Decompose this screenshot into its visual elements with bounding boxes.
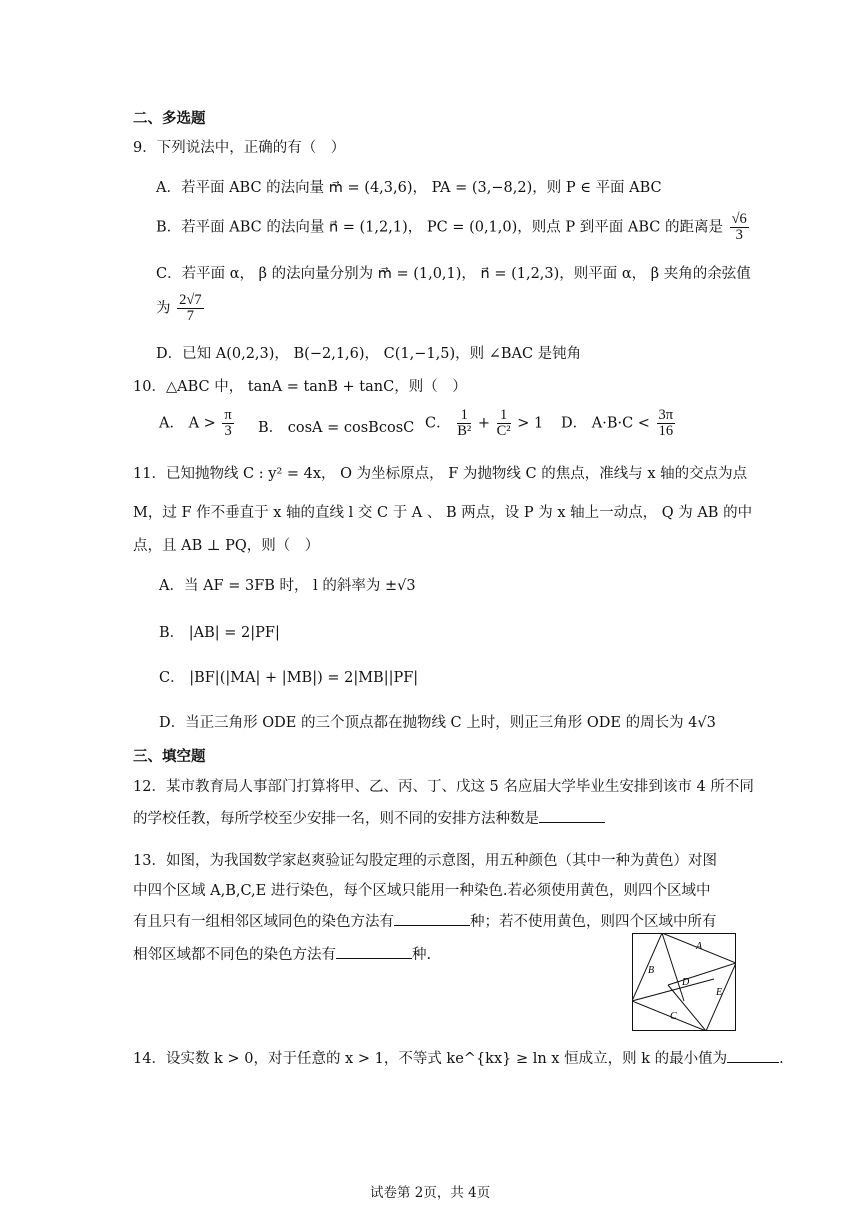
q10-c-label: C． xyxy=(425,415,451,432)
q9-option-c-line1: C．若平面 α， β 的法向量分别为 m⃗ = (1,0,1)， n⃗ = (1,2,3)，则平面 α， β 夹角的余弦值 xyxy=(156,266,751,282)
q12-line2-text: 的学校任教，每所学校至少安排一名，则不同的安排方法种数是 xyxy=(133,811,539,827)
q13-answer-blank-1[interactable] xyxy=(394,911,470,926)
q9-option-b-fraction xyxy=(730,212,749,243)
q11-option-a: A．当 AF = 3FB 时， l 的斜率为 ±√3 xyxy=(159,578,416,594)
divider-line-4 xyxy=(632,979,714,1001)
q9-option-a: A．若平面 ABC 的法向量 m⃗ = (4,3,6)， PA = (3,−8,2)，则 P ∈ 平面 ABC xyxy=(156,180,662,196)
q14-period: . xyxy=(779,1051,784,1067)
q10-c-fraction-1 xyxy=(457,408,471,439)
q10-c-numerator-1: 1 xyxy=(457,408,471,424)
q13-line3 xyxy=(133,910,717,931)
region-label-a: A xyxy=(696,941,703,952)
divider-line-2 xyxy=(668,963,736,985)
q10-d-denominator: 16 xyxy=(658,423,674,439)
q14-text: 14．设实数 k > 0，对于任意的 x > 1，不等式 ke^{kx} ≥ ln x 恒成立，则 k 的最小值为 xyxy=(133,1051,728,1067)
q13-line1: 13．如图，为我国数学家赵爽验证勾股定理的示意图，用五种颜色（其中一种为黄色）对图 xyxy=(133,853,717,869)
q9-option-c-line2 xyxy=(156,293,206,324)
q10-a-denominator: 3 xyxy=(224,423,232,439)
q11-stem-line2: M，过 F 作不垂直于 x 轴的直线 l 交 C 于 A 、 B 两点，设 P 为 x 轴上一动点， Q 为 AB 的中 xyxy=(133,505,753,521)
q13-line4-text-a: 相邻区域都不同色的染色方法有 xyxy=(133,947,336,963)
q13-line4 xyxy=(133,943,431,964)
q10-stem: 10．△ABC 中， tanA = tanB + tanC，则（ ） xyxy=(133,379,467,395)
q9-option-c-fraction xyxy=(177,293,203,324)
divider-line-3 xyxy=(668,985,706,1031)
q9-c-numerator: 2√7 xyxy=(179,292,202,308)
q10-a-fraction xyxy=(222,408,233,439)
region-label-b: B xyxy=(648,965,655,976)
q11-option-d: D．当正三角形 ODE 的三个顶点都在抛物线 C 上时，则正三角形 ODE 的周长为 4√3 xyxy=(159,715,716,731)
q10-option-b: B． cosA = cosBcosC xyxy=(258,420,415,436)
q10-c-fraction-2 xyxy=(497,408,511,439)
q12-answer-blank[interactable] xyxy=(539,808,605,823)
q12-line2 xyxy=(133,807,605,828)
q9-b-denominator: 3 xyxy=(735,227,743,243)
q9-option-d: D．已知 A(0,2,3)， B(−2,1,6)， C(1,−1,5)，则 ∠BAC 是钝角 xyxy=(156,346,582,362)
q11-stem-line1: 11．已知抛物线 C : y² = 4x， O 为坐标原点， F 为抛物线 C 的焦点，准线与 x 轴的交点为点 xyxy=(133,466,748,482)
q9-b-numerator: √6 xyxy=(731,211,747,227)
q10-a-numerator: π xyxy=(224,407,232,423)
q9-c-prefix: 为 xyxy=(156,300,171,317)
q10-c-denominator-2: C² xyxy=(496,423,511,439)
q11-stem-line3: 点，且 AB ⊥ PQ，则（ ） xyxy=(133,538,320,554)
page-footer: 试卷第 2页，共 4页 xyxy=(370,1185,491,1201)
q13-line3-text-a: 有且只有一组相邻区域同色的染色方法有 xyxy=(133,914,394,930)
q11-option-b: B． |AB| = 2|PF| xyxy=(159,625,280,641)
q13-line2: 中四个区域 A,B,C,E 进行染色，每个区域只能用一种染色.若必须使用黄色，则四个区域中 xyxy=(133,883,711,899)
q10-c-inequality: > 1 xyxy=(517,415,544,432)
section-heading-multi-choice: 二、多选题 xyxy=(133,111,206,127)
q14-answer-blank[interactable] xyxy=(727,1048,779,1063)
region-label-e: E xyxy=(716,987,723,998)
q14-line xyxy=(133,1047,784,1068)
q13-answer-blank-2[interactable] xyxy=(336,944,412,959)
q9-option-b-text: B．若平面 ABC 的法向量 n⃗ = (1,2,1)， PC = (0,1,0)，则点 P 到平面 ABC 的距离是 xyxy=(156,219,723,236)
q10-option-a xyxy=(159,408,236,439)
q10-option-c xyxy=(425,408,543,439)
zhao-shuang-diagram xyxy=(632,933,736,1031)
q10-a-text: A． A > xyxy=(159,415,216,432)
q12-line1: 12．某市教育局人事部门打算将甲、乙、丙、丁、戊这 5 名应届大学毕业生安排到该市 4 所不同 xyxy=(133,779,754,795)
q10-d-numerator: 3π xyxy=(658,407,674,423)
q10-d-fraction xyxy=(657,408,676,439)
q9-stem: 9．下列说法中，正确的有（ ） xyxy=(133,140,346,156)
q10-c-numerator-2: 1 xyxy=(497,408,511,424)
q10-c-denominator-1: B² xyxy=(457,423,472,439)
section-heading-fill-blank: 三、填空题 xyxy=(133,749,206,765)
q10-c-plus: + xyxy=(477,415,491,432)
q9-option-b xyxy=(156,212,751,243)
q10-d-text: D． A·B·C < xyxy=(561,415,650,432)
q13-line3-text-b: 种；若不使用黄色，则四个区域中所有 xyxy=(470,914,717,930)
q13-line4-text-b: 种. xyxy=(412,947,432,963)
q10-option-d xyxy=(561,408,677,439)
q9-c-denominator: 7 xyxy=(186,308,194,324)
region-label-d: D xyxy=(682,977,690,988)
q11-option-c: C． |BF|(|MA| + |MB|) = 2|MB||PF| xyxy=(159,670,419,686)
region-label-c: C xyxy=(670,1011,677,1022)
